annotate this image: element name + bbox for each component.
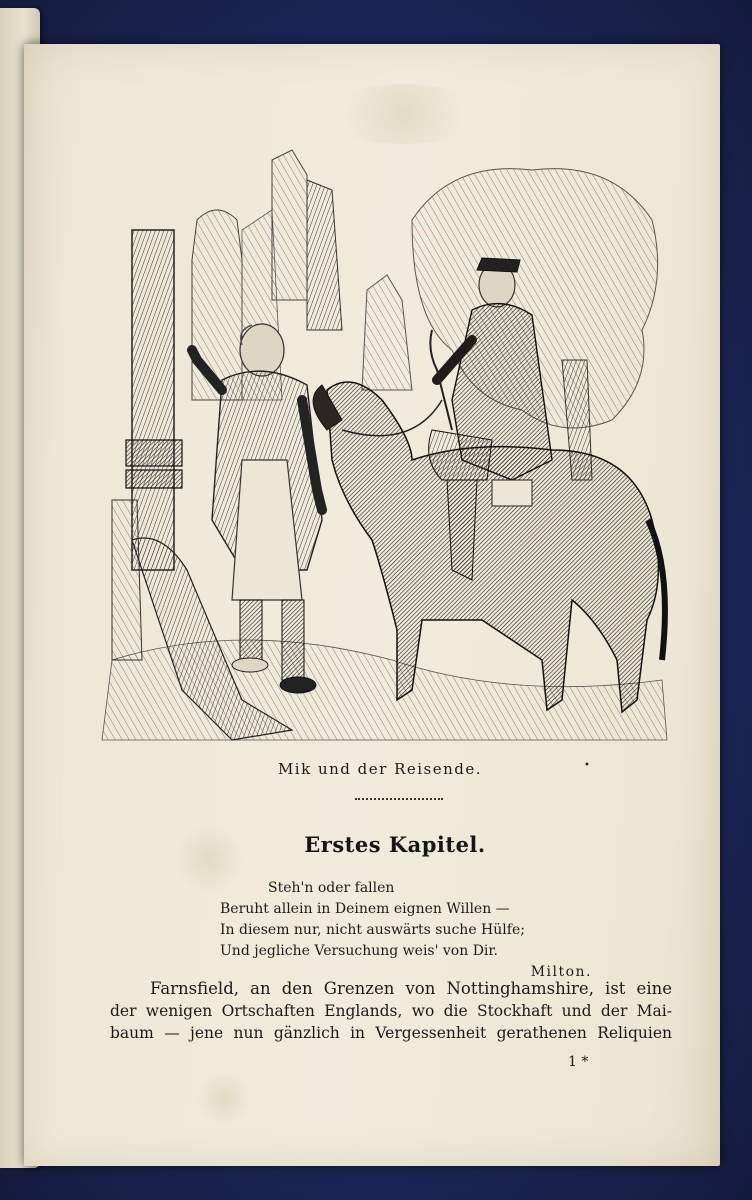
body-line: baum — jene nun gänzlich in Vergessenheit gerathenen Reliquien <box>110 1024 672 1042</box>
engraving-illustration <box>92 100 672 750</box>
chapter-title: Erstes Kapitel. <box>304 832 486 857</box>
caption-mark: • <box>584 760 590 771</box>
body-line: der wenigen Ortschaften Englands, wo die Stockhaft und der Mai- <box>110 1002 672 1020</box>
verse-line: Steh'n oder fallen <box>268 880 395 896</box>
page-number: 1 * <box>568 1054 589 1070</box>
verse-line: In diesem nur, nicht auswärts suche Hülfe; <box>220 922 525 938</box>
dotted-divider <box>355 798 443 800</box>
engraving-man-and-horseman-illustration <box>92 100 672 750</box>
body-line: Farnsfield, an den Grenzen von Nottinghamshire, ist eine <box>150 979 672 998</box>
verse-line: Beruht allein in Deinem eignen Willen — <box>220 901 510 917</box>
body-paragraph <box>110 978 672 1044</box>
illustration-caption: Mik und der Reisende. <box>277 760 483 778</box>
epigraph-verse <box>220 878 620 983</box>
paper-stain <box>194 1074 254 1124</box>
verse-line: Und jegliche Versuchung weis' von Dir. <box>220 943 499 959</box>
verse-author: Milton. <box>530 964 592 980</box>
